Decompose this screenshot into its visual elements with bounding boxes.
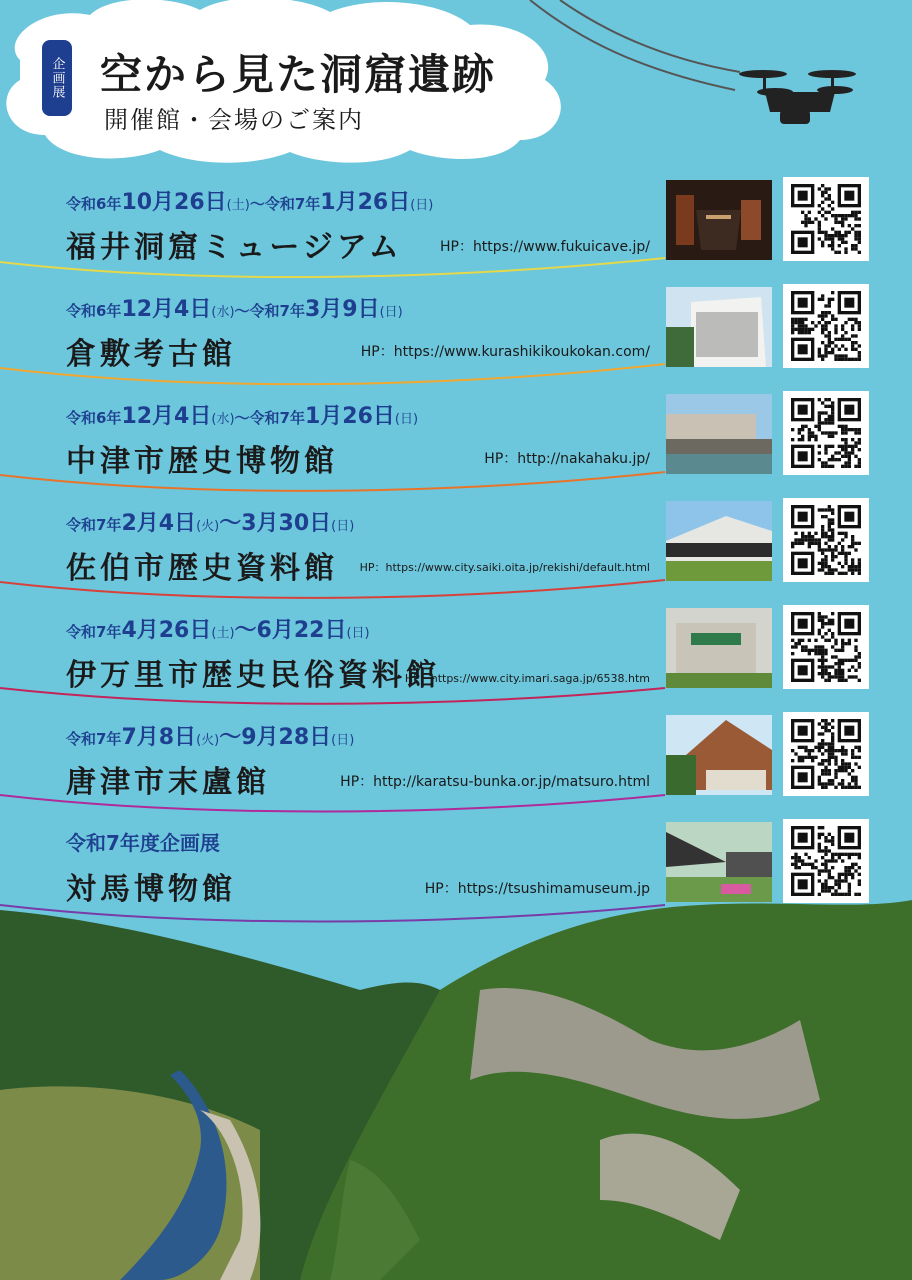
venue-photo [666, 608, 772, 688]
venue-hp[interactable]: HP：https://www.city.saiki.oita.jp/rekishi/default.html [359, 561, 650, 574]
venue-hp[interactable]: HP：http://karatsu-bunka.or.jp/matsuro.html [340, 774, 650, 790]
page-subtitle: 開催館・会場のご案内 [104, 106, 364, 134]
venue-hp[interactable]: HP：https://www.city.imari.saga.jp/6538.htm [404, 672, 650, 685]
page-title: 空から見た洞窟遺跡 [100, 50, 497, 99]
venue-date: 令和7年7月8日(火)〜9月28日(日) [66, 725, 355, 750]
venue-name: 福井洞窟ミュージアム [66, 230, 403, 265]
venue-hp[interactable]: HP：https://tsushimamuseum.jp [424, 881, 650, 897]
venue-hp[interactable]: HP：http://nakahaku.jp/ [484, 451, 650, 467]
venue-photo [666, 287, 772, 367]
venue-hp[interactable]: HP：https://www.kurashikikoukokan.com/ [360, 344, 650, 360]
venue-hp[interactable]: HP：https://www.fukuicave.jp/ [439, 239, 650, 255]
venue-photo [666, 394, 772, 474]
venue-date: 令和6年12月4日(水)〜令和7年1月26日(日) [66, 404, 419, 429]
qr-code-icon[interactable] [783, 712, 869, 796]
qr-code-icon[interactable] [783, 284, 869, 368]
venue-date: 令和7年2月4日(火)〜3月30日(日) [66, 511, 355, 536]
qr-code-icon[interactable] [783, 391, 869, 475]
exhibition-badge: 企画展 [42, 40, 72, 116]
venue-name: 伊万里市歴史民俗資料館 [66, 658, 440, 693]
landscape-photo [0, 900, 912, 1280]
decorative-wires [520, 0, 740, 110]
venue-date: 令和6年12月4日(水)〜令和7年3月9日(日) [66, 297, 403, 322]
venue-name: 倉敷考古館 [66, 337, 236, 372]
venue-photo [666, 501, 772, 581]
venue-date: 令和7年度企画展 [66, 831, 220, 855]
venue-name: 対馬博物館 [66, 872, 236, 907]
venue-name: 唐津市末盧館 [66, 765, 270, 800]
qr-code-icon[interactable] [783, 177, 869, 261]
qr-code-icon[interactable] [783, 498, 869, 582]
qr-code-icon[interactable] [783, 819, 869, 903]
venue-photo [666, 715, 772, 795]
drone-icon [735, 62, 860, 132]
qr-code-icon[interactable] [783, 605, 869, 689]
venue-date: 令和7年4月26日(土)〜6月22日(日) [66, 618, 370, 643]
venue-photo [666, 180, 772, 260]
venue-name: 佐伯市歴史資料館 [66, 551, 338, 586]
venue-photo [666, 822, 772, 902]
venue-date: 令和6年10月26日(土)〜令和7年1月26日(日) [66, 190, 434, 215]
venue-name: 中津市歴史博物館 [66, 444, 338, 479]
